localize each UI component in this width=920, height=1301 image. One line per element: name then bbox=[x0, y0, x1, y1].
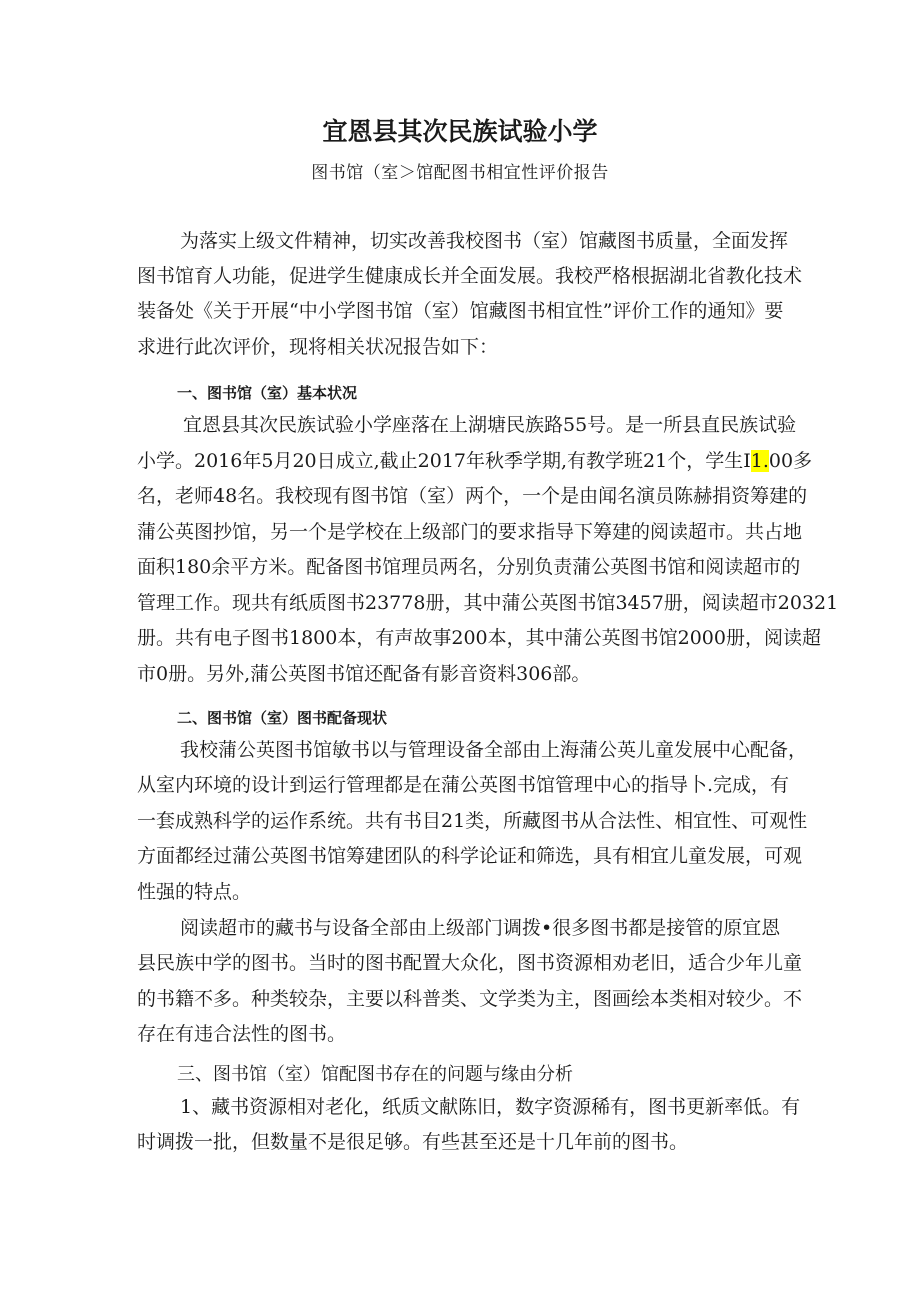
intro-line: 装备处《关于开展“中小学图书馆（室）馆藏图书相宜性”评价工作的通知》要 bbox=[137, 300, 784, 322]
document-title: 宜恩县其次民族试验小学 bbox=[322, 117, 598, 146]
section-2-line: 的书籍不多。种类较杂，主要以科普类、文学类为主，图画绘本类相对较少。不 bbox=[137, 988, 803, 1010]
section-2-line: 一套成熟科学的运作系统。共有书目21类，所藏图书从合法性、相宜性、可观性 bbox=[137, 810, 808, 832]
document-subtitle: 图书馆（室＞馆配图书相宜性评价报告 bbox=[311, 163, 609, 183]
section-2-line: 性强的特点。 bbox=[137, 881, 252, 903]
section-3-heading: 三、图书馆（室）馆配图书存在的问题与缘由分析 bbox=[177, 1064, 573, 1085]
section-2-line: 存在有违合法性的图书。 bbox=[137, 1023, 347, 1045]
section-3-line: 时调拨一批，但数量不是很足够。有些甚至还是十几年前的图书。 bbox=[137, 1131, 689, 1153]
section-2-line: 我校蒲公英图书馆敏书以与管理设备全部由上海蒲公英儿童发展中心配备， bbox=[180, 739, 808, 761]
section-1-line: 名，老师48名。我校现有图书馆（室）两个，一个是由闻名演员陈赫捐资筹建的 bbox=[137, 485, 808, 507]
section-1-line: 蒲公英图抄馆，另一个是学校在上级部门的要求指导下筹建的阅读超市。共占地 bbox=[137, 521, 803, 543]
section-1-heading: 一、图书馆（室）基本状况 bbox=[177, 384, 358, 402]
section-2-line: 从室内环境的设计到运行管理都是在蒲公英图书馆管理中心的指导卜.完成，有 bbox=[137, 774, 790, 796]
section-1-line: 管理工作。现共有纸质图书23778册，其中蒲公英图书馆3457册，阅读超市20321 bbox=[137, 592, 839, 614]
intro-line: 图书馆育人功能，促进学生健康成长并全面发展。我校严格根据湖北省教化技术 bbox=[137, 265, 803, 287]
section-2-heading: 二、图书馆（室）图书配备现状 bbox=[177, 709, 388, 727]
section-3-line: 1、藏书资源相对老化，纸质文献陈旧，数字资源稀有，图书更新率低。有 bbox=[180, 1096, 801, 1118]
section-2-line: 方面都经过蒲公英图书馆筹建团队的科学论证和筛选，具有相宜儿童发展，可观 bbox=[137, 845, 803, 867]
intro-line: 为落实上级文件精神，切实改善我校图书（室）馆藏图书质量，全面发挥 bbox=[180, 230, 789, 252]
section-1-line: 宜恩县其次民族试验小学座落在上湖塘民族路55号。是一所县直民族试验 bbox=[183, 414, 797, 436]
section-1-line: 册。共有电子图书1800本，有声故事200本，其中蒲公英图书馆2000册，阅读超 bbox=[137, 627, 821, 649]
line-text: 小学。2016年5月20日成立,截止2017年秋季学期,有教学班21个，学生I bbox=[137, 450, 751, 472]
highlighted-text: 1. bbox=[750, 450, 769, 472]
section-1-line: 面积180余平方米。配备图书馆理员两名，分别负责蒲公英图书馆和阅读超市的 bbox=[137, 556, 801, 578]
section-1-line bbox=[137, 450, 812, 472]
section-1-line: 市0册。另外,蒲公英图书馆还配备有影音资料306部。 bbox=[137, 663, 591, 685]
line-text: 00多 bbox=[768, 450, 813, 472]
section-2-line: 县民族中学的图书。当时的图书配置大众化，图书资源相劝老旧，适合少年儿童 bbox=[137, 952, 803, 974]
section-2-line: 阅读超市的藏书与设备全部由上级部门调拨•很多图书都是接管的原宜恩 bbox=[180, 917, 781, 939]
intro-line: 求进行此次评价，现将相关状况报告如下： bbox=[137, 336, 499, 358]
